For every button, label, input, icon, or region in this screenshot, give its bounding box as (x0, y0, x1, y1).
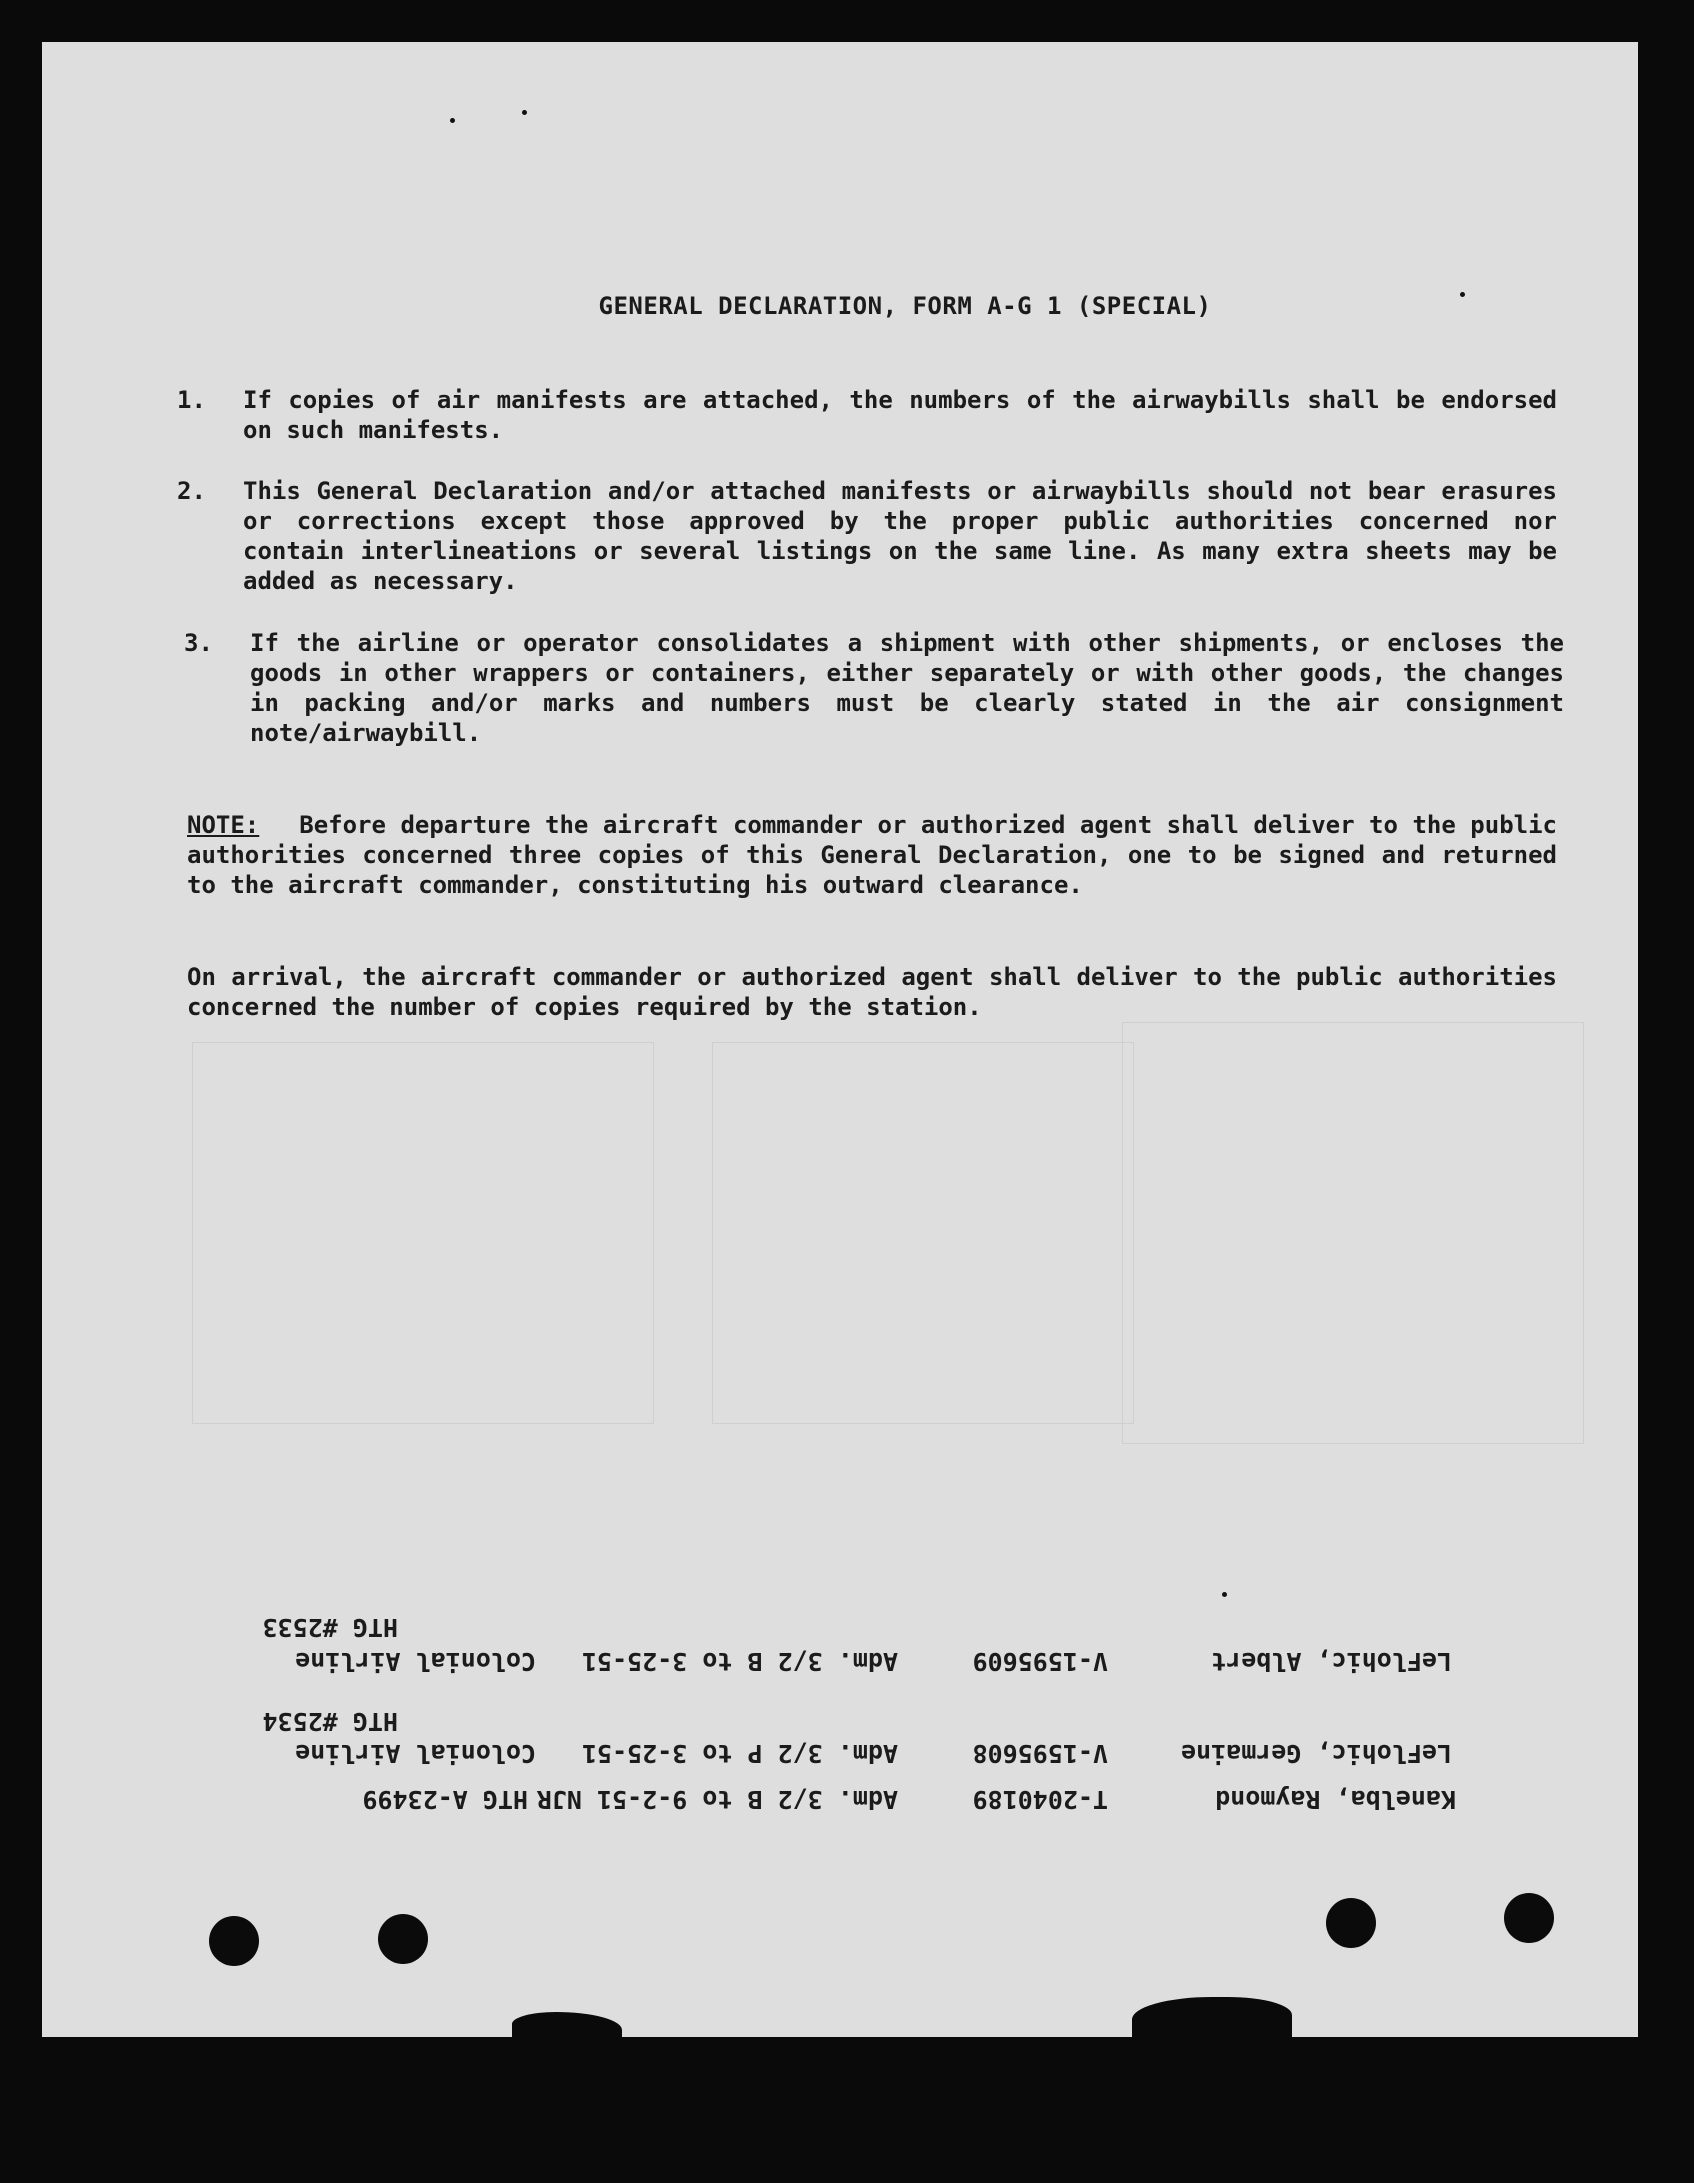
item-number: 1. (177, 386, 206, 414)
note-text: Before departure the aircraft commander or authorized agent shall deliver to the public authorities concerned three copies of this General Declaration, one to be signed and returned to the aircraft commander, constituting his outward clearance. (187, 811, 1557, 899)
faint-bleed-through-box (712, 1042, 1134, 1424)
speck (450, 118, 455, 123)
form-title: GENERAL DECLARATION, FORM A-G 1 (SPECIAL) (598, 292, 1212, 320)
entry-name: LeFlohic, Albert (1211, 1647, 1452, 1676)
entry-reference: HTG A-23499 (362, 1785, 528, 1814)
faint-bleed-through-box (1122, 1022, 1584, 1444)
entry-number: V-1595608 (972, 1739, 1108, 1768)
entry-name: Kanelba, Raymond (1215, 1785, 1456, 1814)
item-text: If copies of air manifests are attached, the numbers of the airwaybills shall be endorsed on such manifests. (243, 386, 1557, 444)
note-label: NOTE: (187, 811, 260, 839)
punch-hole (1504, 1893, 1554, 1943)
torn-edge (512, 2012, 622, 2037)
item-text: If the airline or operator consolidates a shipment with other shipments, or encloses the goods in other wrappers or containers, either separately or with other goods, the changes in packing and/or marks and numbers must be clearly stated in the air consignment note/airwaybill. (250, 629, 1564, 747)
note-paragraph (187, 810, 1557, 900)
document-page (42, 42, 1638, 2037)
punch-hole (1326, 1898, 1376, 1948)
entry-admission: Adm. 3/2 P to 3-25-51 (581, 1739, 898, 1768)
upside-down-entry (42, 1780, 1638, 1820)
entry-name: LeFlohic, Germaine (1181, 1739, 1452, 1768)
punch-hole (378, 1914, 428, 1964)
item-number: 2. (177, 477, 206, 505)
speck (522, 110, 527, 115)
instruction-item (184, 628, 1564, 748)
entry-admission: Adm. 3/2 B to 3-25-51 (581, 1647, 898, 1676)
punch-hole (209, 1916, 259, 1966)
item-number: 3. (184, 629, 213, 657)
entry-reference: Colonial Airline (295, 1647, 536, 1676)
entry-number: T-2040189 (972, 1785, 1108, 1814)
item-text: This General Declaration and/or attached manifests or airwaybills should not bear erasures or corrections except those approved by the proper public authorities concerned nor contain interlineations or several listings on the same line. As many extra sheets may be added as necessary. (243, 477, 1557, 595)
entry-admission: Adm. 3/2 B to 9-2-51 NJR (536, 1785, 898, 1814)
entry-extra: HTG #2534 (262, 1707, 398, 1736)
instruction-item (177, 385, 1557, 445)
faint-bleed-through-box (192, 1042, 654, 1424)
instruction-item (177, 476, 1557, 596)
upside-down-entry (42, 1734, 1638, 1774)
speck (1222, 1592, 1227, 1597)
torn-edge (1132, 1997, 1292, 2037)
entry-extra: HTG #2533 (262, 1613, 398, 1642)
arrival-paragraph: On arrival, the aircraft commander or authorized agent shall deliver to the public authorities concerned the number of copies required by the station. (187, 963, 1557, 1021)
entry-number: V-1595609 (972, 1647, 1108, 1676)
upside-down-entry (42, 1642, 1638, 1682)
entry-reference: Colonial Airline (295, 1739, 536, 1768)
